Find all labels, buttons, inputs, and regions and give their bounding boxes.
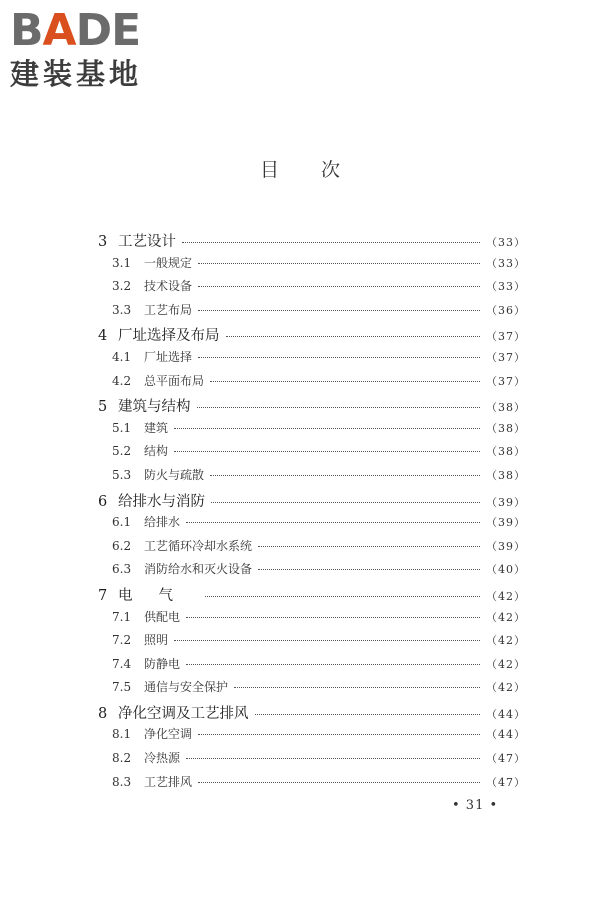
- toc-entry-page: （47）: [486, 752, 526, 766]
- toc-entry-page: （38）: [486, 401, 526, 415]
- toc-entry-page: （38）: [486, 421, 526, 435]
- toc-title-part1: 目: [259, 159, 279, 181]
- toc-dot-leader: [205, 596, 480, 597]
- toc-entry-page: （37）: [486, 350, 526, 364]
- toc-entry-label: 工艺循环冷却水系统: [144, 538, 253, 553]
- toc-section-entry: [98, 513, 526, 537]
- toc-section-entry: [98, 678, 526, 702]
- toc-entry-number: 4: [98, 328, 108, 345]
- toc-entry-number: 4.1: [112, 349, 132, 364]
- toc-entry-label: 建筑: [144, 420, 169, 435]
- toc-section-entry: [98, 608, 526, 632]
- toc-entry-page: （36）: [486, 303, 526, 317]
- toc-entry-page: （44）: [486, 728, 526, 742]
- toc-entry-label: 冷热源: [144, 751, 181, 766]
- toc-section-entry: [98, 749, 526, 773]
- logo-subtitle: 建装基地: [10, 57, 143, 91]
- toc-entry-number: 6.1: [112, 515, 132, 530]
- toc-entry-number: 5.2: [112, 444, 132, 459]
- toc-dot-leader: [226, 336, 481, 337]
- toc-dot-leader: [198, 782, 480, 783]
- toc-dot-leader: [198, 310, 480, 311]
- toc-entry-label: 给排水与消防: [118, 493, 205, 510]
- toc-section-entry: [98, 442, 526, 466]
- toc-entry-label: 给排水: [144, 515, 181, 530]
- toc-dot-leader: [211, 502, 480, 503]
- toc-chapter-entry: [98, 490, 526, 514]
- toc-entry-page: （38）: [486, 468, 526, 482]
- toc-section-entry: [98, 348, 526, 372]
- toc-entry-page: （39）: [486, 495, 526, 509]
- toc-dot-leader: [174, 428, 480, 429]
- toc-dot-leader: [186, 664, 480, 665]
- toc-entry-page: （39）: [486, 516, 526, 530]
- toc-entry-page: （38）: [486, 445, 526, 459]
- toc-dot-leader: [174, 640, 480, 641]
- toc-entry-label: 一般规定: [144, 255, 193, 270]
- toc-dot-leader: [210, 475, 480, 476]
- toc-entry-number: 7.4: [112, 656, 132, 671]
- toc-entry-number: 8.2: [112, 751, 132, 766]
- toc-entry-number: 5.1: [112, 420, 132, 435]
- toc-entry-page: （37）: [486, 330, 526, 344]
- toc-entry-label: 通信与安全保护: [144, 680, 229, 695]
- toc-dot-leader: [234, 687, 480, 688]
- toc-entry-label: 电气: [118, 587, 199, 604]
- toc-chapter-entry: [98, 324, 526, 348]
- toc-dot-leader: [198, 286, 480, 287]
- toc-entry-label: 照明: [144, 633, 169, 648]
- toc-entry-number: 3: [98, 234, 108, 250]
- toc-dot-leader: [198, 263, 480, 264]
- toc-chapter-entry: [98, 230, 526, 254]
- toc-chapter-entry: [98, 395, 526, 419]
- toc-entry-number: 7.1: [112, 609, 132, 624]
- toc-entry-page: （42）: [486, 657, 526, 671]
- toc-entry-label: 工艺设计: [118, 234, 176, 250]
- toc-section-entry: [98, 301, 526, 325]
- toc-title: [0, 155, 600, 182]
- toc-entry-number: 3.1: [112, 255, 132, 270]
- toc-section-entry: [98, 372, 526, 396]
- toc-dot-leader: [186, 758, 480, 759]
- toc-entry-label: 防火与疏散: [144, 467, 205, 482]
- toc-entry-label: 工艺排风: [144, 774, 193, 789]
- toc-entry-page: （37）: [486, 374, 526, 388]
- toc-entry-number: 8.1: [112, 727, 132, 742]
- toc-entry-label: 结构: [144, 444, 169, 459]
- toc-entry-label: 防静电: [144, 656, 181, 671]
- logo-letters-de: DE: [75, 5, 141, 56]
- toc-entry-label: 总平面布局: [144, 373, 205, 388]
- toc-dot-leader: [174, 451, 480, 452]
- toc-entry-page: （33）: [486, 280, 526, 294]
- toc-entry-label: 技术设备: [144, 279, 193, 294]
- toc-entry-label: 供配电: [144, 609, 181, 624]
- toc-section-entry: [98, 277, 526, 301]
- toc-entry-page: （42）: [486, 634, 526, 648]
- toc-dot-leader: [255, 714, 481, 715]
- toc-section-entry: [98, 655, 526, 679]
- toc-entry-number: 3.2: [112, 279, 132, 294]
- toc-entry-label: 净化空调及工艺排风: [118, 705, 249, 722]
- toc-entry-page: （42）: [486, 610, 526, 624]
- toc-entry-number: 7.5: [112, 680, 132, 695]
- toc-entry-label: 厂址选择及布局: [118, 328, 220, 345]
- toc-chapter-entry: [98, 584, 526, 608]
- toc-dot-leader: [258, 546, 480, 547]
- toc-dot-leader: [258, 569, 480, 570]
- toc-section-entry: [98, 631, 526, 655]
- toc-entry-page: （40）: [486, 563, 526, 577]
- toc-entry-page: （33）: [486, 256, 526, 270]
- toc-entry-number: 7.2: [112, 633, 132, 648]
- toc-section-entry: [98, 725, 526, 749]
- toc-section-entry: [98, 560, 526, 584]
- toc-entry-label: 厂址选择: [144, 349, 193, 364]
- toc-entry-label: 建筑与结构: [118, 399, 191, 416]
- toc-entry-number: 8: [98, 705, 108, 722]
- toc-entry-number: 5.3: [112, 467, 132, 482]
- toc-entry-page: （47）: [486, 775, 526, 789]
- toc-entry-number: 7: [98, 587, 108, 604]
- toc-entry-label: 工艺布局: [144, 302, 193, 317]
- toc-entry-label: 净化空调: [144, 727, 193, 742]
- toc-list: [98, 230, 526, 796]
- toc-entry-number: 6.2: [112, 538, 132, 553]
- toc-section-entry: [98, 419, 526, 443]
- toc-dot-leader: [210, 381, 480, 382]
- toc-entry-number: 4.2: [112, 373, 132, 388]
- toc-entry-page: （33）: [486, 236, 526, 249]
- toc-section-entry: [98, 537, 526, 561]
- toc-section-entry: [98, 466, 526, 490]
- toc-dot-leader: [197, 407, 481, 408]
- page-number: • 31 •: [452, 798, 499, 813]
- toc-entry-number: 3.3: [112, 302, 132, 317]
- toc-dot-leader: [186, 522, 480, 523]
- toc-section-entry: [98, 254, 526, 278]
- bade-logo: [10, 5, 180, 91]
- toc-dot-leader: [198, 734, 480, 735]
- logo-letter-b: B: [10, 5, 43, 56]
- toc-entry-page: （42）: [486, 681, 526, 695]
- logo-wordmark: [10, 5, 180, 56]
- toc-dot-leader: [186, 617, 480, 618]
- toc-dot-leader: [198, 357, 480, 358]
- toc-entry-number: 5: [98, 399, 108, 416]
- toc-dot-leader: [182, 242, 480, 243]
- toc-entry-number: 8.3: [112, 774, 132, 789]
- toc-entry-page: （44）: [486, 707, 526, 721]
- toc-chapter-entry: [98, 702, 526, 726]
- logo-letter-a-accent: A: [42, 5, 76, 56]
- toc-entry-page: （39）: [486, 539, 526, 553]
- toc-section-entry: [98, 773, 526, 797]
- toc-entry-page: （42）: [486, 589, 526, 603]
- toc-entry-number: 6.3: [112, 562, 132, 577]
- toc-entry-label: 消防给水和灭火设备: [144, 562, 253, 577]
- toc-title-part2: 次: [321, 159, 341, 181]
- toc-entry-number: 6: [98, 493, 108, 510]
